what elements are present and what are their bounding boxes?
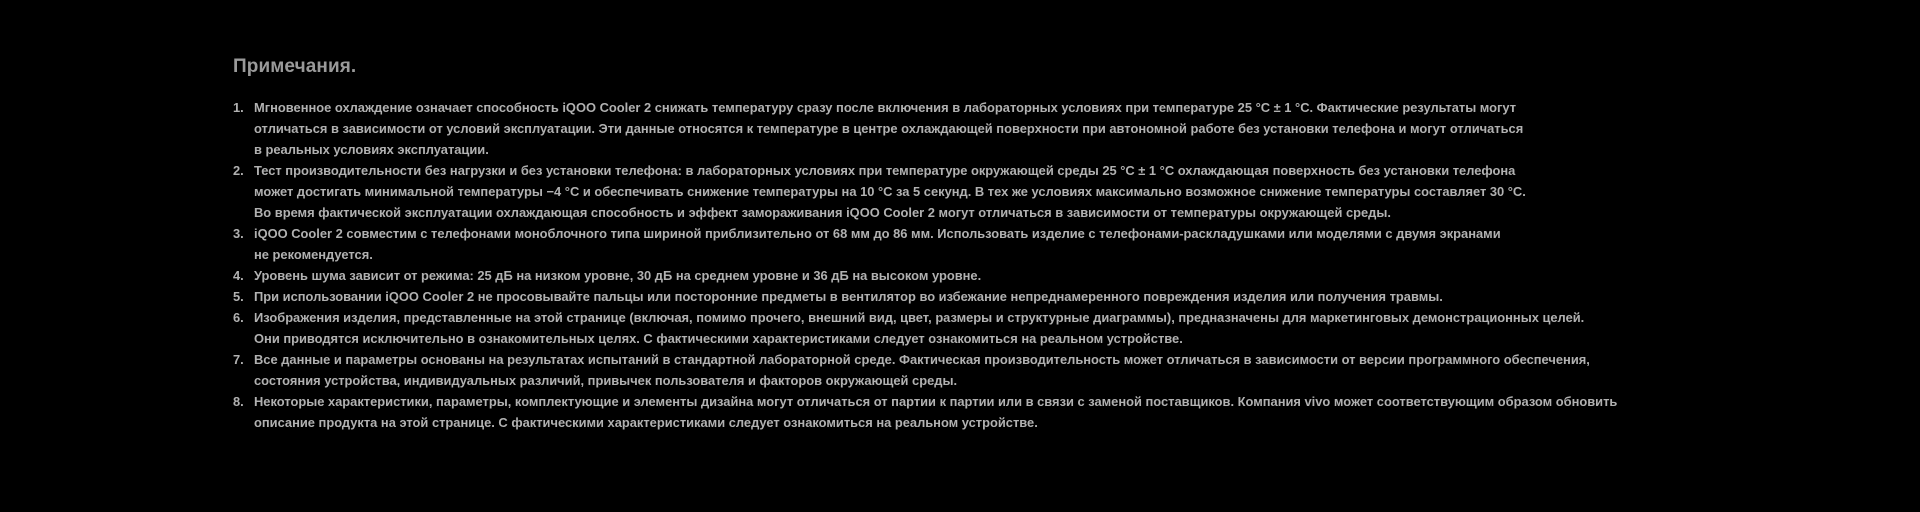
note-item-7 bbox=[254, 349, 1673, 391]
note-line: может достигать минимальной температуры −4 °C и обеспечивать снижение температуры на 10 °C за 5 секунд. В тех же условиях максимально возможное снижение температуры составляет 30 °C. bbox=[254, 184, 1526, 199]
note-line: Изображения изделия, представленные на этой странице (включая, помимо прочего, внешний вид, цвет, размеры и структурные диаграммы), предназначены для маркетинговых демонстрационных целей. bbox=[254, 310, 1585, 325]
note-item-2 bbox=[254, 160, 1673, 223]
note-line: Некоторые характеристики, параметры, комплектующие и элементы дизайна могут отличаться от партии к партии или в связи с заменой поставщиков. Компания vivo может соответствующим образом обновить bbox=[254, 394, 1618, 409]
note-line: Мгновенное охлаждение означает способность iQOO Cooler 2 снижать температуру сразу после включения в лабораторных условиях при температуре 25 °C ± 1 °C. Фактические результаты могут bbox=[254, 100, 1517, 115]
note-item-1 bbox=[254, 97, 1673, 160]
note-line: описание продукта на этой странице. С фактическими характеристиками следует ознакомиться на реальном устройстве. bbox=[254, 415, 1038, 430]
note-line: Они приводятся исключительно в ознакомительных целях. С фактическими характеристиками следует ознакомиться на реальном устройстве. bbox=[254, 331, 1183, 346]
note-line: отличаться в зависимости от условий эксплуатации. Эти данные относятся к температуре в центре охлаждающей поверхности при автономной работе без установки телефона и могут отличаться bbox=[254, 121, 1524, 136]
note-line: Все данные и параметры основаны на результатах испытаний в стандартной лабораторной среде. Фактическая производительность может отличаться в зависимости от версии программного обеспечения, bbox=[254, 352, 1590, 367]
note-line: Тест производительности без нагрузки и без установки телефона: в лабораторных условиях при температуре окружающей среды 25 °C ± 1 °C охлаждающая поверхность без установки телефона bbox=[254, 163, 1516, 178]
note-line: не рекомендуется. bbox=[254, 247, 373, 262]
note-item-6 bbox=[254, 307, 1673, 349]
note-line: iQOO Cooler 2 совместим с телефонами моноблочного типа шириной приблизительно от 68 мм до 86 мм. Использовать изделие с телефонами-раскладушками или моделями с двумя экранами bbox=[254, 226, 1501, 241]
notes-list bbox=[233, 97, 1673, 433]
notes-section bbox=[233, 55, 1673, 433]
note-line: Во время фактической эксплуатации охлаждающая способность и эффект замораживания iQOO Cooler 2 могут отличаться в зависимости от температуры окружающей среды. bbox=[254, 205, 1391, 220]
note-item-4 bbox=[254, 265, 1673, 286]
note-line: состояния устройства, индивидуальных различий, привычек пользователя и факторов окружающей среды. bbox=[254, 373, 958, 388]
notes-title: Примечания. bbox=[233, 56, 357, 77]
note-line: в реальных условиях эксплуатации. bbox=[254, 142, 489, 157]
note-item-3 bbox=[254, 223, 1673, 265]
note-item-5 bbox=[254, 286, 1673, 307]
note-line: Уровень шума зависит от режима: 25 дБ на низком уровне, 30 дБ на среднем уровне и 36 дБ на высоком уровне. bbox=[254, 268, 982, 283]
note-line: При использовании iQOO Cooler 2 не просовывайте пальцы или посторонние предметы в вентилятор во избежание непреднамеренного повреждения изделия или получения травмы. bbox=[254, 289, 1443, 304]
note-item-8 bbox=[254, 391, 1673, 433]
